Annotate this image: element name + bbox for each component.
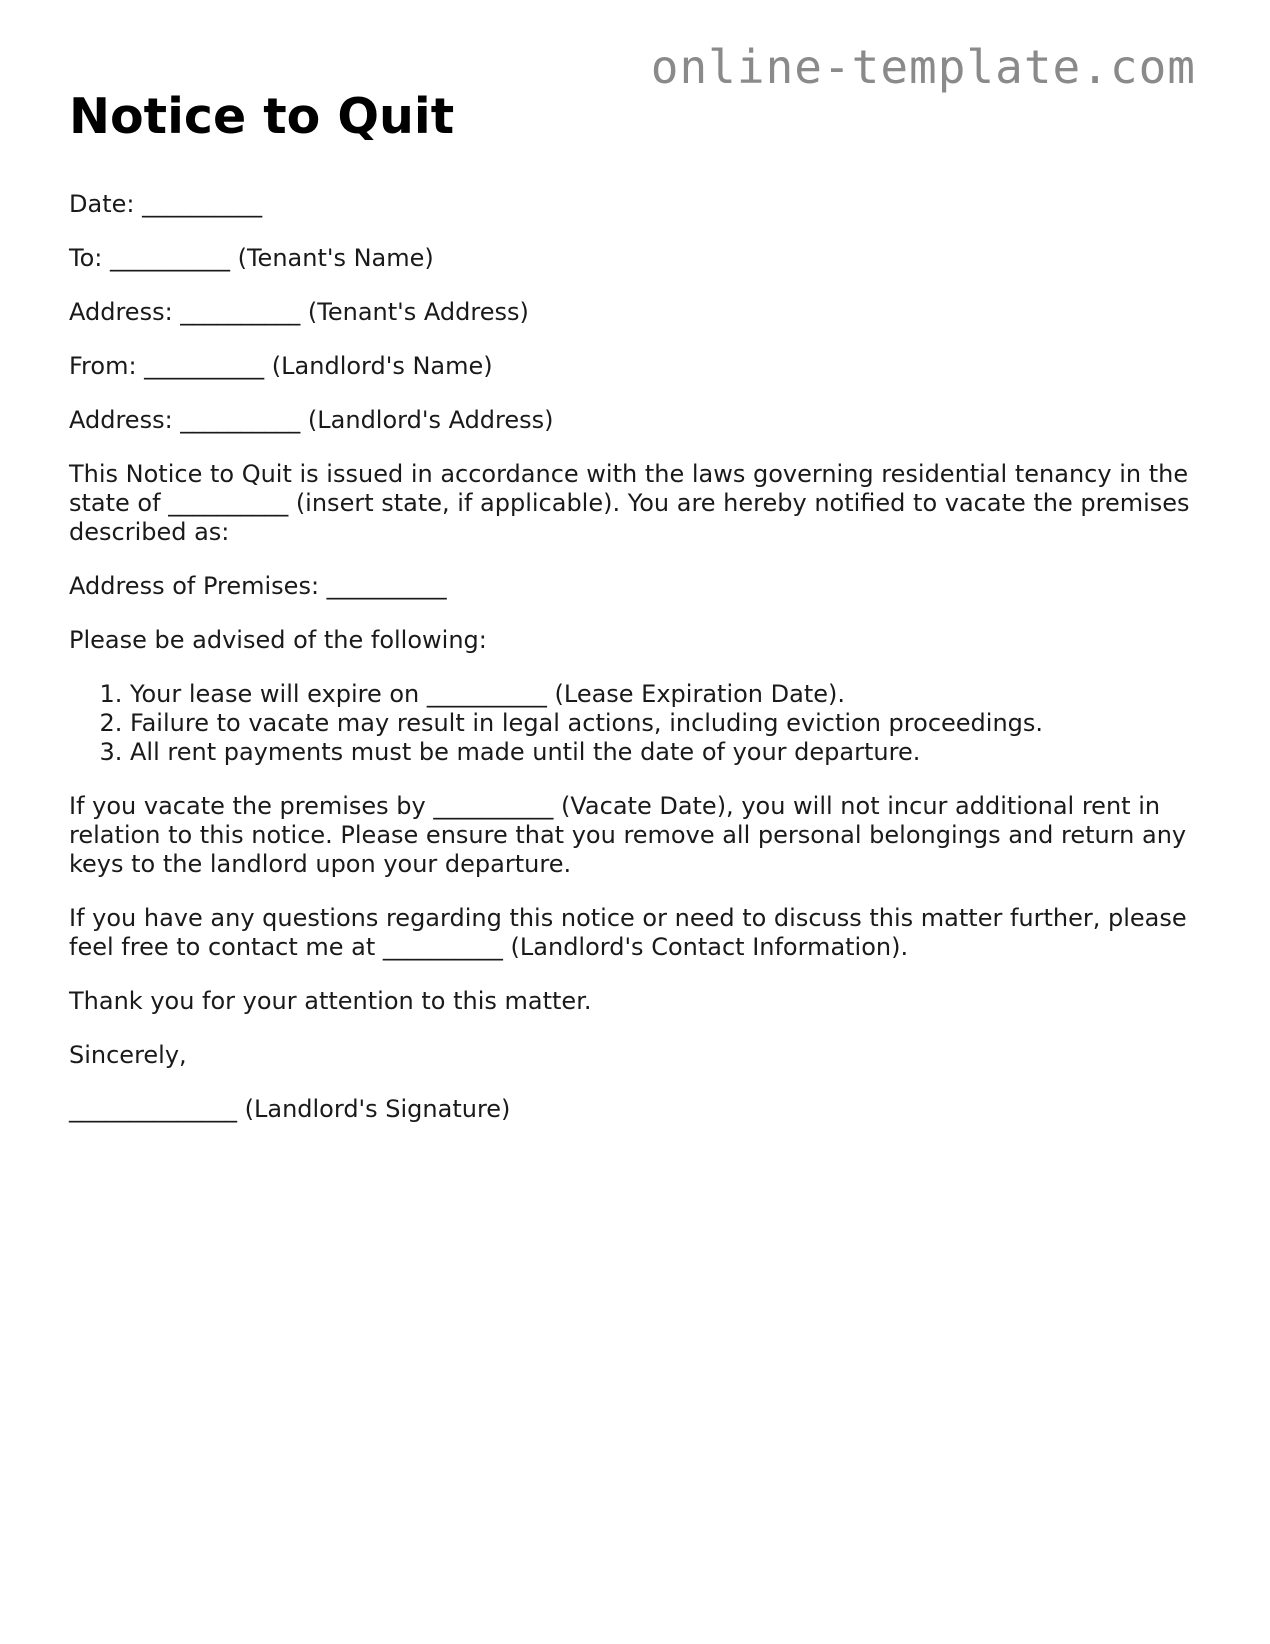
tenant-address-field: Address: __________ (Tenant's Address) bbox=[69, 298, 529, 326]
advised-paragraph: Please be advised of the following: bbox=[69, 626, 487, 654]
document-page bbox=[69, 82, 1199, 1149]
list-item: 2. Failure to vacate may result in legal actions, including eviction proceedings. bbox=[130, 709, 1199, 738]
premises-field: Address of Premises: __________ bbox=[69, 572, 447, 600]
list-item: 1. Your lease will expire on __________ (Lease Expiration Date). bbox=[130, 680, 1199, 709]
landlord-address-field: Address: __________ (Landlord's Address) bbox=[69, 406, 554, 434]
from-field: From: __________ (Landlord's Name) bbox=[69, 352, 493, 380]
page-title: Notice to Quit bbox=[69, 88, 455, 145]
closing: Sincerely, bbox=[69, 1041, 187, 1069]
vacate-paragraph: If you vacate the premises by __________ (Vacate Date), you will not incur additional rent in relation to this notice. Please ensure that you remove all personal belongings and return any keys to the landlord upon your departure. bbox=[69, 792, 1187, 878]
watermark: online-template.com bbox=[650, 40, 1196, 94]
questions-paragraph: If you have any questions regarding this notice or need to discuss this matter further, please feel free to contact me at __________ (Landlord's Contact Information). bbox=[69, 904, 1187, 961]
to-field: To: __________ (Tenant's Name) bbox=[69, 244, 434, 272]
intro-paragraph: This Notice to Quit is issued in accordance with the laws governing residential tenancy in the state of __________ (insert state, if applicable). You are hereby notified to vacate the premises described as: bbox=[69, 460, 1190, 546]
signature-line: ______________ (Landlord's Signature) bbox=[69, 1095, 511, 1123]
thanks-paragraph: Thank you for your attention to this matter. bbox=[69, 987, 592, 1015]
date-field: Date: __________ bbox=[69, 190, 263, 218]
notice-list bbox=[69, 680, 1199, 767]
list-item: 3. All rent payments must be made until the date of your departure. bbox=[130, 738, 1199, 767]
